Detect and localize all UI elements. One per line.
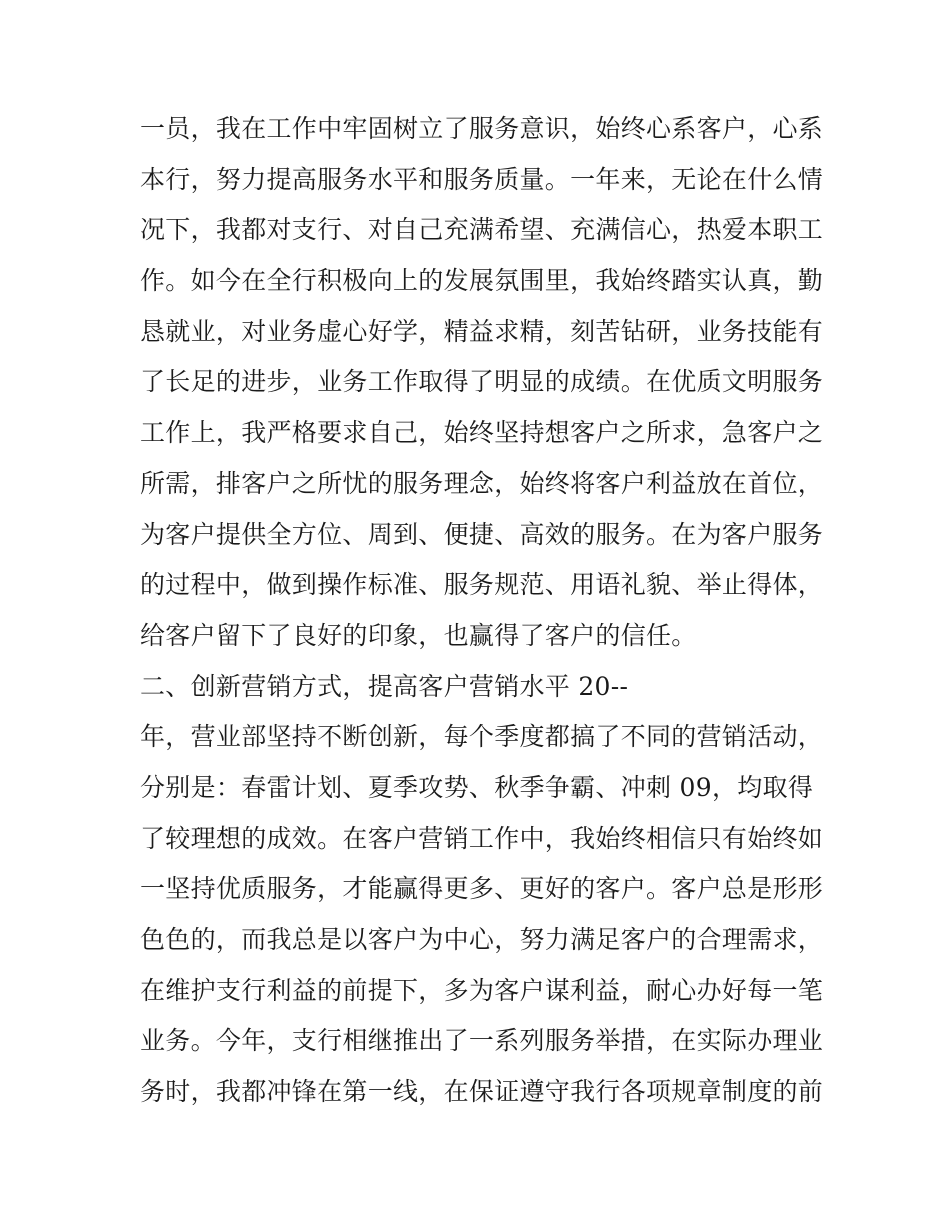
text-line: 的过程中，做到操作标准、服务规范、用语礼貌、举止得体，	[140, 570, 824, 600]
text-line: 本行，努力提高服务水平和服务质量。一年来，无论在什么情	[140, 164, 824, 194]
text-line: 所需，排客户之所忧的服务理念，始终将客户利益放在首位，	[140, 468, 824, 498]
text-line: 色色的，而我总是以客户为中心，努力满足客户的合理需求，	[140, 925, 824, 954]
text-line: 作。如今在全行积极向上的发展氛围里，我始终踏实认真，勤	[140, 266, 824, 296]
text-line: 给客户留下了良好的印象，也赢得了客户的信任。	[140, 620, 697, 650]
text-line: 分别是：春雷计划、夏季攻势、秋季争霸、冲刺 09，均取得	[140, 772, 814, 802]
text-line: 工作上，我严格要求自己，始终坚持想客户之所求，急客户之	[140, 418, 824, 448]
text-line: 了长足的进步，业务工作取得了明显的成绩。在优质文明服务	[140, 367, 824, 397]
text-line: 恳就业，对业务虚心好学，精益求精，刻苦钻研，业务技能有	[140, 316, 824, 346]
text-line: 了较理想的成效。在客户营销工作中，我始终相信只有始终如	[140, 823, 824, 853]
document-body-text	[140, 104, 824, 1118]
text-line: 一坚持优质服务，才能赢得更多、更好的客户。客户总是形形	[140, 874, 824, 904]
text-line: 年，营业部坚持不断创新，每个季度都搞了不同的营销活动，	[140, 722, 824, 752]
text-line: 一员，我在工作中牢固树立了服务意识，始终心系客户，心系	[140, 114, 824, 143]
text-line: 在维护支行利益的前提下，多为客户谋利益，耐心办好每一笔	[140, 975, 824, 1005]
text-line: 况下，我都对支行、对自己充满希望、充满信心，热爱本职工	[140, 215, 824, 245]
text-line: 务时，我都冲锋在第一线，在保证遵守我行各项规章制度的前	[140, 1077, 824, 1107]
section-heading: 二、创新营销方式，提高客户营销水平 20--	[140, 671, 629, 701]
text-line: 为客户提供全方位、周到、便捷、高效的服务。在为客户服务	[140, 519, 824, 549]
text-line: 业务。今年，支行相继推出了一系列服务举措，在实际办理业	[140, 1026, 824, 1056]
